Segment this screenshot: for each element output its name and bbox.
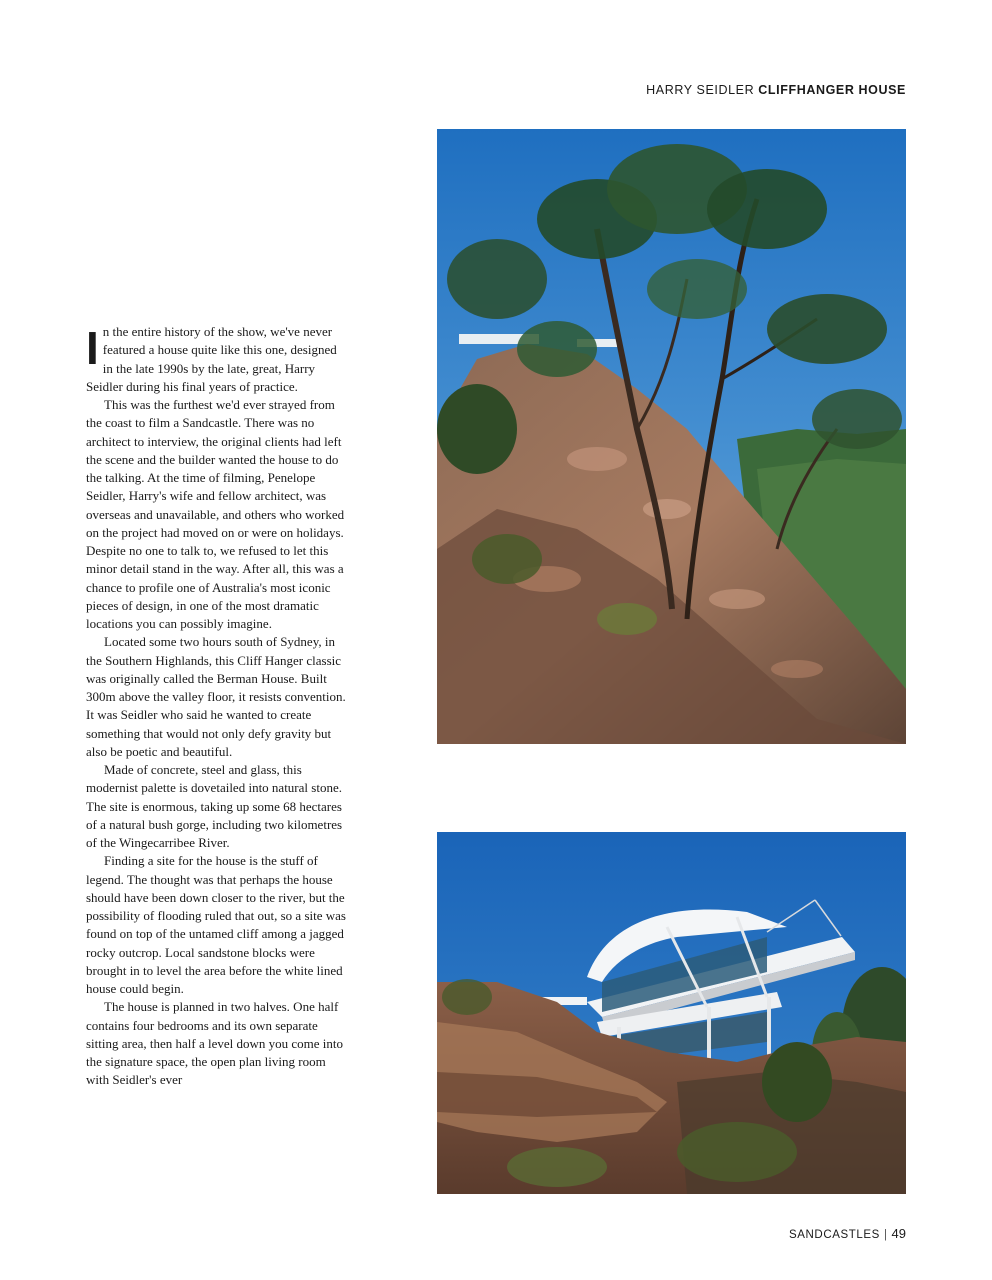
running-head bbox=[646, 83, 906, 97]
article-paragraph bbox=[86, 323, 348, 396]
photo-cliffhanger-house bbox=[437, 832, 906, 1194]
article-paragraph: This was the furthest we'd ever strayed from the coast to film a Sandcastle. There was no architect to interview, the original clients had left the scene and the builder wanted the house to do the talking. At the time of filming, Penelope Seidler, Harry's wife and fellow architect, was overseas and unavailable, and others who worked on the project had moved on or were on holidays. Despite no one to talk to, we refused to let this minor detail stand in the way. After all, this was a chance to profile one of Australia's most iconic pieces of design, in one of the most dramatic locations you can possibly imagine. bbox=[86, 397, 345, 631]
running-head-project: CLIFFHANGER HOUSE bbox=[758, 83, 906, 97]
article-paragraph: The house is planned in two halves. One half contains four bedrooms and its own separate sitting area, then half a level down you come into the signature space, the open plan living room with Seidler's ever bbox=[86, 999, 344, 1088]
photo-cliff-trees bbox=[437, 129, 906, 744]
cantilever-house-photo-icon bbox=[437, 832, 906, 1194]
article-paragraph: Finding a site for the house is the stuff of legend. The thought was that perhaps the house should have been down closer to the river, but the possibility of flooding ruled that out, so a site was found on top of the untamed cliff among a jagged rocky outcrop. Local sandstone blocks were brought in to level the area before the white lined house could begin. bbox=[86, 853, 346, 996]
drop-cap: I bbox=[86, 322, 99, 374]
running-head-architect: HARRY SEIDLER bbox=[646, 83, 755, 97]
section-name: SANDCASTLES bbox=[788, 1229, 880, 1241]
paragraph-text: n the entire history of the show, we've never featured a house quite like this one, designed in the late 1990s by the late, great, Harry Seidler during his final years of practice. bbox=[86, 324, 337, 394]
cliff-eucalyptus-photo-icon bbox=[437, 129, 906, 744]
page-footer bbox=[789, 1226, 906, 1241]
article-paragraph: Located some two hours south of Sydney, in the Southern Highlands, this Cliff Hanger classic was originally called the Berman House. Built 300m above the valley floor, it resists convention. It was Seidler who said he wanted to create something that would not only defy gravity but also be poetic and beautiful. bbox=[86, 634, 346, 759]
footer-separator: | bbox=[883, 1229, 888, 1241]
article-paragraph: Made of concrete, steel and glass, this modernist palette is dovetailed into natural stone. The site is enormous, taking up some 68 hectares of a natural bush gorge, including two kilometres of the Wingecarribee River. bbox=[86, 762, 343, 850]
page-number: 49 bbox=[891, 1226, 906, 1241]
article-body bbox=[86, 323, 348, 1090]
